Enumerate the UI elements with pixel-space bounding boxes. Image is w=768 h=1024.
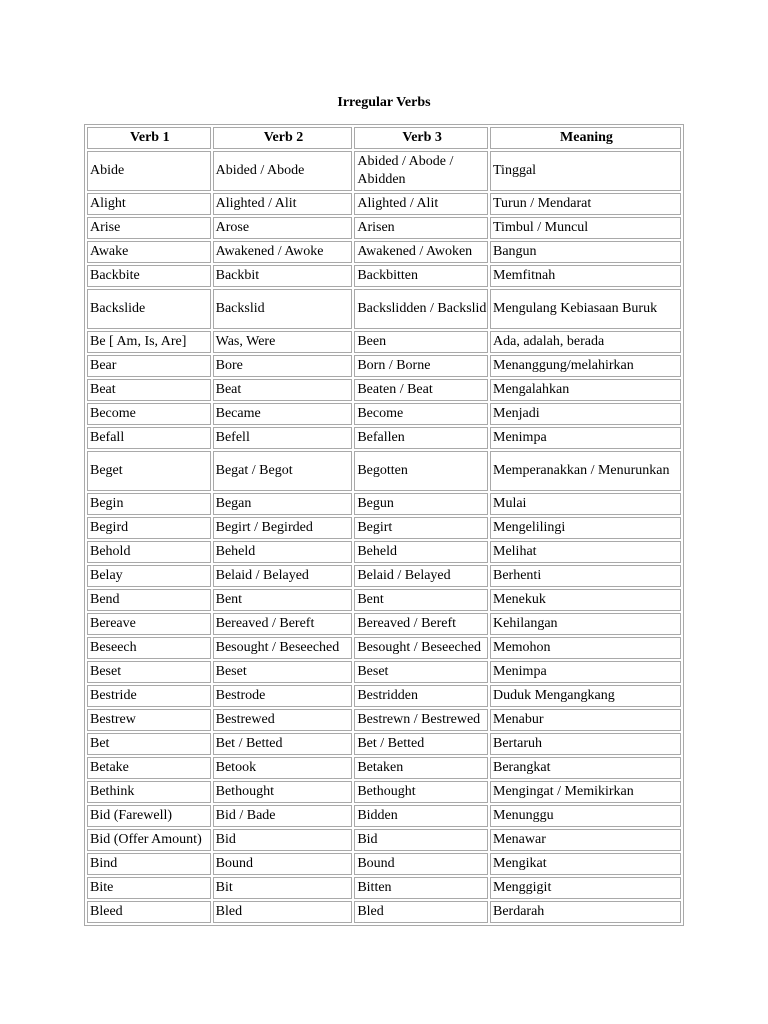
cell-verb-2: Begirt / Begirded [213,517,353,539]
table-row [87,565,681,587]
cell-meaning: Menanggung/melahirkan [490,355,681,377]
cell-verb-3: Betaken [354,757,488,779]
cell-meaning: Menimpa [490,661,681,683]
cell-verb-1: Alight [87,193,211,215]
cell-verb-3: Awakened / Awoken [354,241,488,263]
table-row [87,637,681,659]
cell-verb-2: Bent [213,589,353,611]
cell-verb-3: Besought / Beseeched [354,637,488,659]
cell-verb-1: Bid (Offer Amount) [87,829,211,851]
cell-verb-2: Bereaved / Bereft [213,613,353,635]
cell-verb-2: Betook [213,757,353,779]
cell-verb-1: Beget [87,451,211,491]
cell-verb-1: Bethink [87,781,211,803]
table-row [87,757,681,779]
cell-meaning: Berhenti [490,565,681,587]
cell-verb-1: Beat [87,379,211,401]
table-row [87,517,681,539]
cell-verb-1: Begird [87,517,211,539]
header-verb-3: Verb 3 [354,127,488,149]
cell-verb-2: Abided / Abode [213,151,353,191]
cell-verb-3: Bound [354,853,488,875]
cell-verb-2: Bled [213,901,353,923]
table-row [87,805,681,827]
cell-verb-1: Bear [87,355,211,377]
cell-meaning: Memperanakkan / Menurunkan [490,451,681,491]
cell-meaning: Menggigit [490,877,681,899]
table-row [87,709,681,731]
cell-verb-2: Beat [213,379,353,401]
cell-verb-2: Bestrewed [213,709,353,731]
cell-verb-2: Bit [213,877,353,899]
cell-verb-2: Begat / Begot [213,451,353,491]
cell-meaning: Menekuk [490,589,681,611]
cell-verb-1: Beseech [87,637,211,659]
cell-meaning: Mulai [490,493,681,515]
table-row [87,451,681,491]
cell-verb-3: Born / Borne [354,355,488,377]
cell-verb-3: Abided / Abode / Abidden [354,151,488,191]
cell-meaning: Bertaruh [490,733,681,755]
table-row [87,877,681,899]
cell-verb-1: Begin [87,493,211,515]
cell-verb-3: Beheld [354,541,488,563]
cell-verb-3: Bet / Betted [354,733,488,755]
cell-verb-1: Beset [87,661,211,683]
cell-verb-3: Bestridden [354,685,488,707]
cell-meaning: Tinggal [490,151,681,191]
cell-verb-3: Bestrewn / Bestrewed [354,709,488,731]
cell-verb-1: Bestride [87,685,211,707]
cell-meaning: Mengingat / Memikirkan [490,781,681,803]
cell-verb-1: Become [87,403,211,425]
cell-verb-3: Bidden [354,805,488,827]
cell-meaning: Bangun [490,241,681,263]
cell-verb-1: Bind [87,853,211,875]
cell-verb-2: Beset [213,661,353,683]
table-row [87,493,681,515]
cell-verb-3: Arisen [354,217,488,239]
table-row [87,829,681,851]
cell-verb-2: Besought / Beseeched [213,637,353,659]
cell-verb-3: Bent [354,589,488,611]
cell-verb-3: Beaten / Beat [354,379,488,401]
irregular-verbs-table [84,124,684,926]
cell-meaning: Ada, adalah, berada [490,331,681,353]
cell-verb-2: Backbit [213,265,353,287]
page-title: Irregular Verbs [337,95,431,110]
table-row [87,355,681,377]
table-row [87,541,681,563]
cell-verb-2: Was, Were [213,331,353,353]
cell-verb-1: Bite [87,877,211,899]
cell-verb-1: Backslide [87,289,211,329]
cell-verb-1: Arise [87,217,211,239]
header-verb-2: Verb 2 [213,127,353,149]
table-row [87,781,681,803]
cell-meaning: Melihat [490,541,681,563]
cell-meaning: Mengelilingi [490,517,681,539]
table-header-row [87,127,681,149]
cell-verb-1: Belay [87,565,211,587]
table-row [87,853,681,875]
cell-verb-1: Bid (Farewell) [87,805,211,827]
table-row [87,241,681,263]
cell-meaning: Timbul / Muncul [490,217,681,239]
cell-meaning: Duduk Mengangkang [490,685,681,707]
cell-meaning: Memfitnah [490,265,681,287]
cell-meaning: Mengalahkan [490,379,681,401]
cell-verb-2: Awakened / Awoke [213,241,353,263]
cell-verb-3: Bereaved / Bereft [354,613,488,635]
cell-verb-2: Began [213,493,353,515]
cell-verb-3: Been [354,331,488,353]
cell-verb-2: Bid [213,829,353,851]
table-row [87,265,681,287]
cell-meaning: Kehilangan [490,613,681,635]
cell-verb-3: Become [354,403,488,425]
cell-verb-1: Behold [87,541,211,563]
table-row [87,379,681,401]
cell-verb-3: Begotten [354,451,488,491]
cell-verb-3: Bethought [354,781,488,803]
table-row [87,613,681,635]
table-row [87,589,681,611]
cell-verb-3: Backslidden / Backslid [354,289,488,329]
table-row [87,217,681,239]
cell-verb-3: Begirt [354,517,488,539]
cell-verb-1: Be [ Am, Is, Are] [87,331,211,353]
table-row [87,733,681,755]
cell-verb-2: Befell [213,427,353,449]
cell-verb-2: Bid / Bade [213,805,353,827]
cell-verb-2: Bet / Betted [213,733,353,755]
cell-verb-3: Bid [354,829,488,851]
cell-verb-3: Bitten [354,877,488,899]
cell-meaning: Menunggu [490,805,681,827]
table-row [87,289,681,329]
cell-meaning: Berdarah [490,901,681,923]
cell-verb-3: Beset [354,661,488,683]
cell-verb-1: Bet [87,733,211,755]
cell-verb-1: Betake [87,757,211,779]
table-body [87,151,681,923]
cell-verb-2: Backslid [213,289,353,329]
table-row [87,685,681,707]
table-row [87,427,681,449]
cell-verb-3: Belaid / Belayed [354,565,488,587]
cell-meaning: Menabur [490,709,681,731]
cell-verb-3: Alighted / Alit [354,193,488,215]
cell-verb-1: Awake [87,241,211,263]
header-verb-1: Verb 1 [87,127,211,149]
table-row [87,193,681,215]
cell-verb-1: Backbite [87,265,211,287]
cell-verb-1: Bereave [87,613,211,635]
cell-verb-1: Bestrew [87,709,211,731]
cell-verb-2: Bound [213,853,353,875]
table-row [87,151,681,191]
cell-meaning: Menjadi [490,403,681,425]
cell-meaning: Menimpa [490,427,681,449]
header-meaning: Meaning [490,127,681,149]
cell-verb-3: Bled [354,901,488,923]
cell-verb-2: Beheld [213,541,353,563]
cell-verb-2: Bestrode [213,685,353,707]
cell-verb-1: Bend [87,589,211,611]
cell-meaning: Berangkat [490,757,681,779]
table-row [87,403,681,425]
cell-meaning: Turun / Mendarat [490,193,681,215]
cell-verb-2: Belaid / Belayed [213,565,353,587]
table-row [87,331,681,353]
cell-verb-3: Begun [354,493,488,515]
cell-verb-3: Befallen [354,427,488,449]
cell-verb-2: Bore [213,355,353,377]
cell-verb-3: Backbitten [354,265,488,287]
table-row [87,901,681,923]
cell-meaning: Mengikat [490,853,681,875]
cell-verb-1: Befall [87,427,211,449]
table-row [87,661,681,683]
cell-verb-2: Bethought [213,781,353,803]
cell-verb-2: Became [213,403,353,425]
cell-meaning: Memohon [490,637,681,659]
cell-meaning: Mengulang Kebiasaan Buruk [490,289,681,329]
cell-meaning: Menawar [490,829,681,851]
cell-verb-2: Arose [213,217,353,239]
cell-verb-1: Bleed [87,901,211,923]
cell-verb-2: Alighted / Alit [213,193,353,215]
cell-verb-1: Abide [87,151,211,191]
